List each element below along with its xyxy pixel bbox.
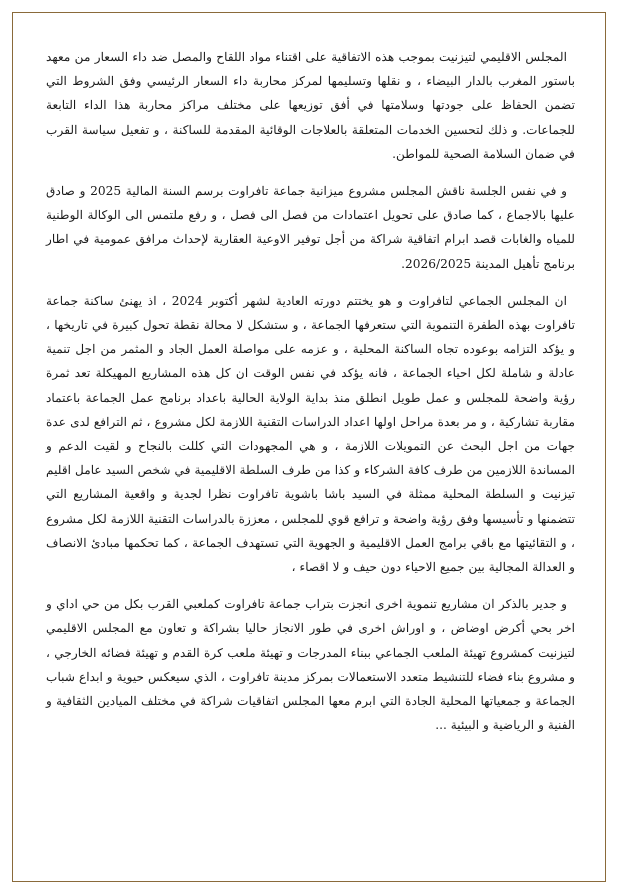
document-body [46,45,575,737]
paragraph-council-session-october-2024: ان المجلس الجماعي لتافراوت و هو يختتم دورته العادية لشهر أكتوبر 2024 ، اذ يهنئ ساكنة جماعة تافراوت بهذه الطفرة التنموية التي ستعرفها الجماعة ، و ستشكل لا محالة نقطة تحول كبيرة في تاريخها ، و يؤكد التزامه بوعوده تجاه الساكنة المحلية ، و عزمه على مواصلة العمل الجاد و المثمر من اجل تنمية عادلة و شاملة لكل احياء الجماعة ، فانه يؤكد في نفس الوقت ان كل هذه المشاريع المهيكلة تعد ثمرة رؤية واضحة للمجلس و عمل طويل انطلق منذ بداية الولاية الحالية باعداد برنامج عمل الجماعة باعتماد مقاربة تشاركية ، و مر بعدة مراحل اولها اعداد الدراسات التقنية اللازمة لكل مشروع ، ثم الترافع لدى عدة جهات من اجل البحث عن التمويلات اللازمة ، و هي المجهودات التي كللت بالنجاح و لقيت الدعم و المساندة اللازمين من طرف كافة الشركاء و كذا من طرف السلطة الاقليمية في شخص السيد عامل اقليم تيزنيت و السلطة المحلية ممثلة في السيد باشا باشوية تافراوت نظرا لجدية و واقعية المشاريع التي تتضمنها و تأسيسها وفق رؤية واضحة و ترافع قوي للمجلس ، معززة بالدراسات التقنية اللازمة لكل مشروع ، و التقائيتها مع باقي برامج العمل الاقليمية و الجهوية التي تستهدف الجماعة ، كما تحكمها مبادئ الانصاف و العدالة المجالية بين جميع الاحياء دون حيف و لا اقصاء ، [46,293,575,575]
paragraph-budget-2025: و في نفس الجلسة ناقش المجلس مشروع ميزانية جماعة تافراوت برسم السنة المالية 2025 و صادق عليها بالاجماع ، كما صادق على تحويل اعتمادات من فصل الى فصل ، و رفع ملتمس الى الوكالة الوطنية للمياه والغابات قصد ابرام اتفاقية شراكة من أجل توفير الاوعية العقارية لإحداث مرافق عمومية في اطار برنامج تأهيل المدينة 2026/2025. [46,184,575,271]
paragraph-rabies-vaccine-agreement: المجلس الاقليمي لتيزنيت بموجب هذه الاتفاقية على اقتناء مواد اللقاح والمصل ضد داء السعار من معهد باستور المغرب بالدار البيضاء ، و نقلها وتسليمها لمركز محاربة داء السعار الرئيسي وفق الشروط التي تضمن الحفاظ على جودتها وسلامتها في أفق توزيعها على مختلف مراكز محاربة هذا الداء التابعة للجماعات. و ذلك لتحسين الخدمات المتعلقة بالعلاجات الوقائية المقدمة للساكنة ، و تفعيل سياسة القرب في ضمان السلامة الصحية للمواطن. [46,50,575,161]
page-frame [12,12,606,882]
paragraph-other-development-projects: و جدير بالذكر ان مشاريع تنموية اخرى انجزت بتراب جماعة تافراوت كملعبي القرب بكل من حي اداي و اخر بحي أكرض اوضاض ، و اوراش اخرى في طور الانجاز حاليا بشراكة و تعاون مع المجلس الاقليمي لتيزنيت كمشروع تهيئة الملعب الجماعي ببناء المدرجات و تهيئة ملعب كرة القدم و تهيئة فضائه الخارجي ، و مشروع بناء فضاء للتنشيط متعدد الاستعمالات بمركز مدينة تافراوت ، الذي سيعكس حيوية و ابداع شباب الجماعة و جمعياتها المحلية الجادة التي ابرم معها المجلس اتفاقيات شراكة في مختلف الميادين الثقافية و الفنية و الرياضية و البيئية ... [46,597,575,733]
